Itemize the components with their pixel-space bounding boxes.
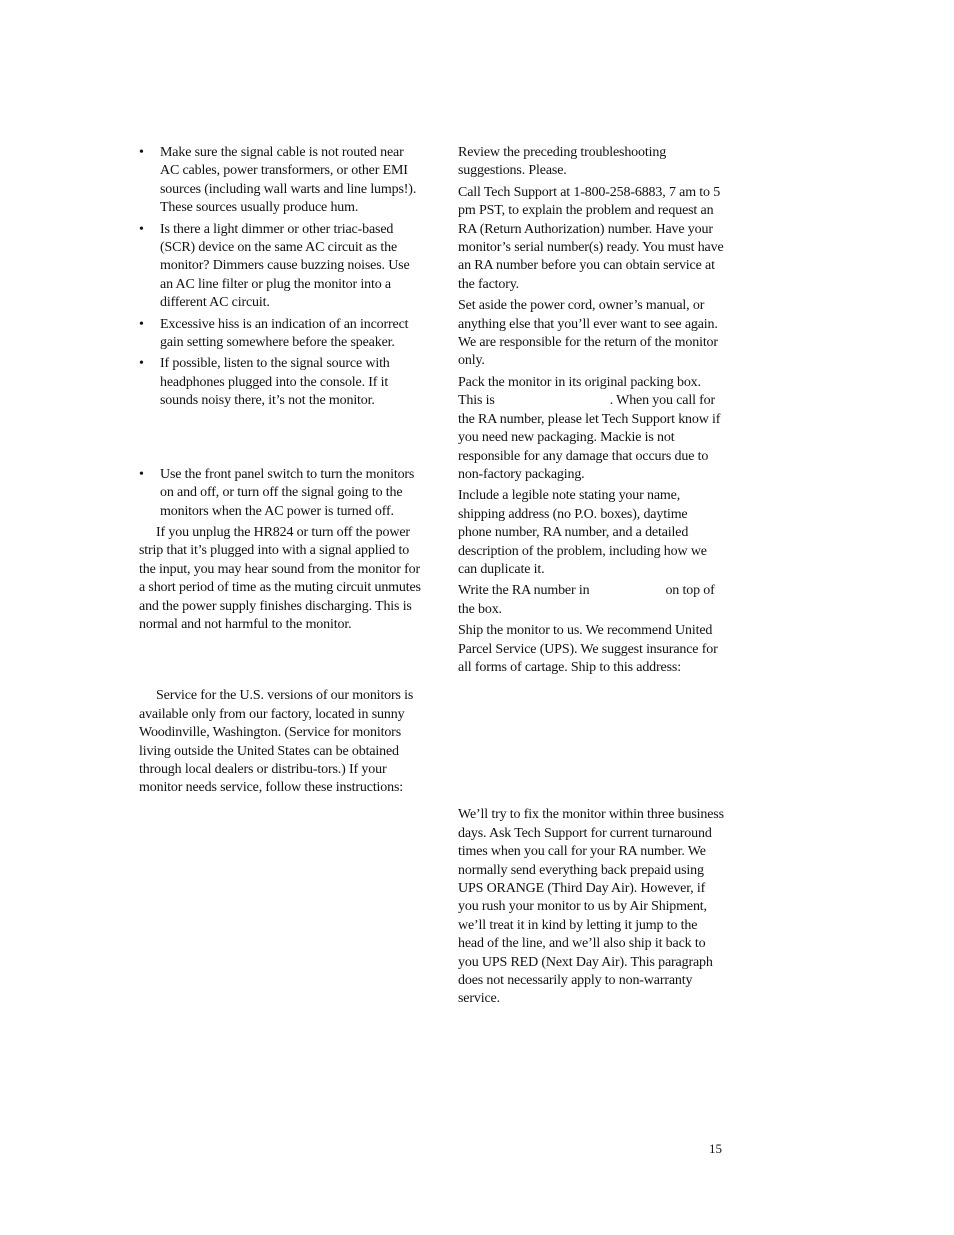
step-ship: Ship the monitor to us. We recommend United Parcel Service (UPS). We suggest insurance for all forms of cartage. Ship to this address:	[458, 623, 718, 675]
step-include-note: Include a legible note stating your name, shipping address (no P.O. boxes), daytime phone number, RA number, and a detailed description of the problem, including how we can duplicate it.	[458, 488, 707, 577]
section-spacer	[139, 414, 422, 466]
section-spacer	[139, 637, 422, 687]
step-set-aside: Set aside the power cord, owner’s manual, or anything else that you’ll ever want to see again. We are responsible for the return of the monitor only.	[458, 298, 718, 369]
noise-bullet-emi: • Make sure the signal cable is not routed near AC cables, power transformers, or other EMI sources (including wall warts and line lumps!). These sources usually produce hum.	[139, 144, 422, 218]
power-list	[139, 466, 422, 521]
right-column	[458, 144, 724, 1012]
step-write-text-a: Write the RA number in	[458, 583, 590, 599]
step-pack-text-a: Pack the monitor in its original packing box. This is	[458, 374, 701, 409]
power-paragraph: If you unplug the HR824 or turn off the power strip that it’s plugged into with a signal applied to the input, you may hear sound from the monitor for a short period of time as the muting circuit unmutes and the power supply finishes discharging. This is normal and not harmful to the monitor.	[139, 524, 421, 632]
service-paragraph: Service for the U.S. versions of our monitors is available only from our factory, located in sunny Woodinville, Washington. (Service for monitors living outside the United States can be obtained through local dealers or distribu-tors.) If your monitor needs service, follow these instructions:	[139, 688, 414, 796]
step-pack	[458, 374, 724, 484]
noise-troubleshooting-list	[139, 144, 422, 411]
page-number: 15	[709, 1141, 722, 1156]
noise-bullet-headphones: • If possible, listen to the signal source with headphones plugged into the console. If it sounds noisy there, it’s not the monitor.	[139, 355, 422, 410]
power-bullet-switch: • Use the front panel switch to turn the monitors on and off, or turn off the signal going to the monitors when the AC power is turned off.	[139, 466, 422, 521]
step-pack-text-b: . When you call for the RA number, please let Tech Support know if you need new packaging. Mackie is not responsible for any damage that occurs due to non-factory packaging.	[458, 393, 721, 482]
noise-bullet-hiss: • Excessive hiss is an indication of an incorrect gain setting somewhere before the speaker.	[139, 316, 422, 353]
turnaround-paragraph: We’ll try to fix the monitor within three business days. Ask Tech Support for current turnaround times when you call for your RA number. We normally send everything back prepaid using UPS ORANGE (Third Day Air). However, if you rush your monitor to us by Air Shipment, we’ll treat it in kind by letting it jump to the head of the line, and we’ll also ship it back to you UPS RED (Next Day Air). This paragraph does not necessarily apply to non-warranty service.	[458, 807, 724, 1007]
step-review: Review the preceding troubleshooting suggestions. Please.	[458, 145, 667, 179]
step-write-ra	[458, 582, 724, 619]
step-call-tech-support: Call Tech Support at 1-800-258-6883, 7 am to 5 pm PST, to explain the problem and request an RA (Return Authorization) number. Have your monitor’s serial number(s) ready. You must have an RA number before you can obtain service at the factory.	[458, 184, 724, 292]
left-column	[139, 144, 422, 801]
address-spacer	[458, 680, 724, 806]
step-write-text-b: on top of the box.	[458, 583, 715, 617]
noise-bullet-dimmer: • Is there a light dimmer or other triac-based (SCR) device on the same AC circuit as the monitor? Dimmers cause buzzing noises. Use an AC line filter or plug the monitor into a different AC circuit.	[139, 221, 422, 313]
